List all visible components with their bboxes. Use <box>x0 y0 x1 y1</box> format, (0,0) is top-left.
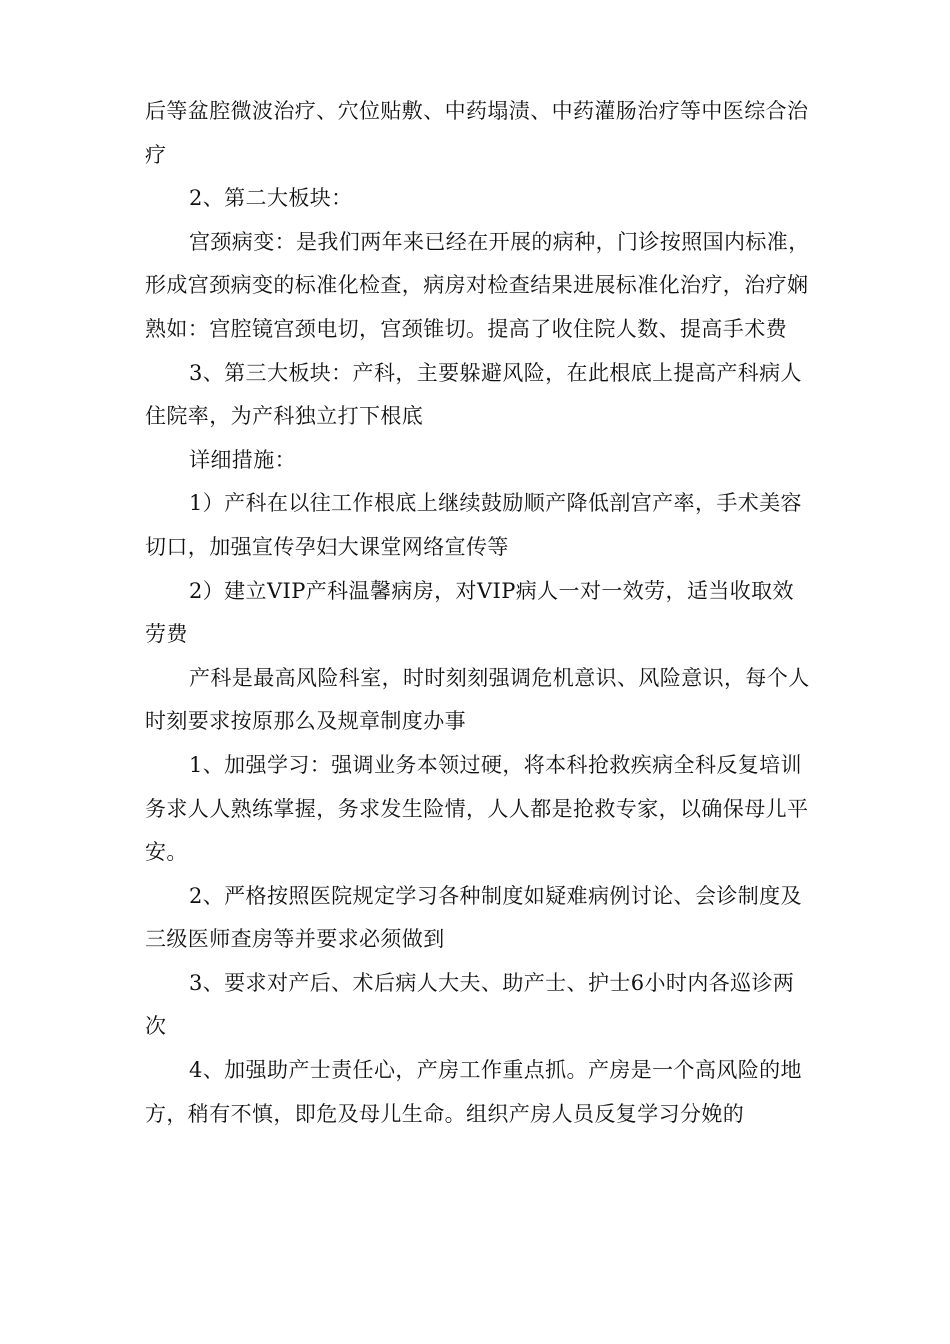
paragraph-5: 详细措施： <box>189 447 296 472</box>
paragraph-9: 1、加强学习：强调业务本领过硬，将本科抢救疾病全科反复培训务求人人熟练掌握，务求发生险情，人人都是抢救专家，以确保母儿平安。 <box>145 752 809 865</box>
paragraph-2: 2、第二大板块： <box>189 186 353 211</box>
paragraph-10: 2、严格按照医院规定学习各种制度如疑难病例讨论、会诊制度及三级医师查房等并要求必须做到 <box>145 883 802 952</box>
paragraph-7: 2）建立VIP产科温馨病房，对VIP病人一对一效劳，适当收取效劳费 <box>145 578 794 647</box>
paragraph-1: 后等盆腔微波治疗、穴位贴敷、中药塌渍、中药灌肠治疗等中医综合治疗 <box>145 99 809 167</box>
paragraph-3: 宫颈病变：是我们两年来已经在开展的病种，门诊按照国内标准，形成宫颈病变的标准化检查，病房对检查结果进展标准化治疗，治疗娴熟如：宫腔镜宫颈电切，宫颈锥切。提高了收住院人数、提高手术费 <box>145 229 810 341</box>
paragraph-11: 3、要求对产后、术后病人大夫、助产士、护士6小时内各巡诊两次 <box>145 970 795 1039</box>
paragraph-12: 4、加强助产士责任心，产房工作重点抓。产房是一个高风险的地方，稍有不慎，即危及母儿生命。组织产房人员反复学习分娩的 <box>145 1058 802 1126</box>
paragraph-6: 1）产科在以往工作根底上继续鼓励顺产降低剖宫产率，手术美容切口，加强宣传孕妇大课堂网络宣传等 <box>145 491 802 559</box>
paragraph-8: 产科是最高风险科室，时时刻刻强调危机意识、风险意识，每个人时刻要求按原那么及规章制度办事 <box>145 665 810 734</box>
paragraph-4: 3、第三大板块：产科，主要躲避风险，在此根底上提高产科病人住院率，为产科独立打下根底 <box>145 360 802 429</box>
document-body <box>145 90 810 1136</box>
